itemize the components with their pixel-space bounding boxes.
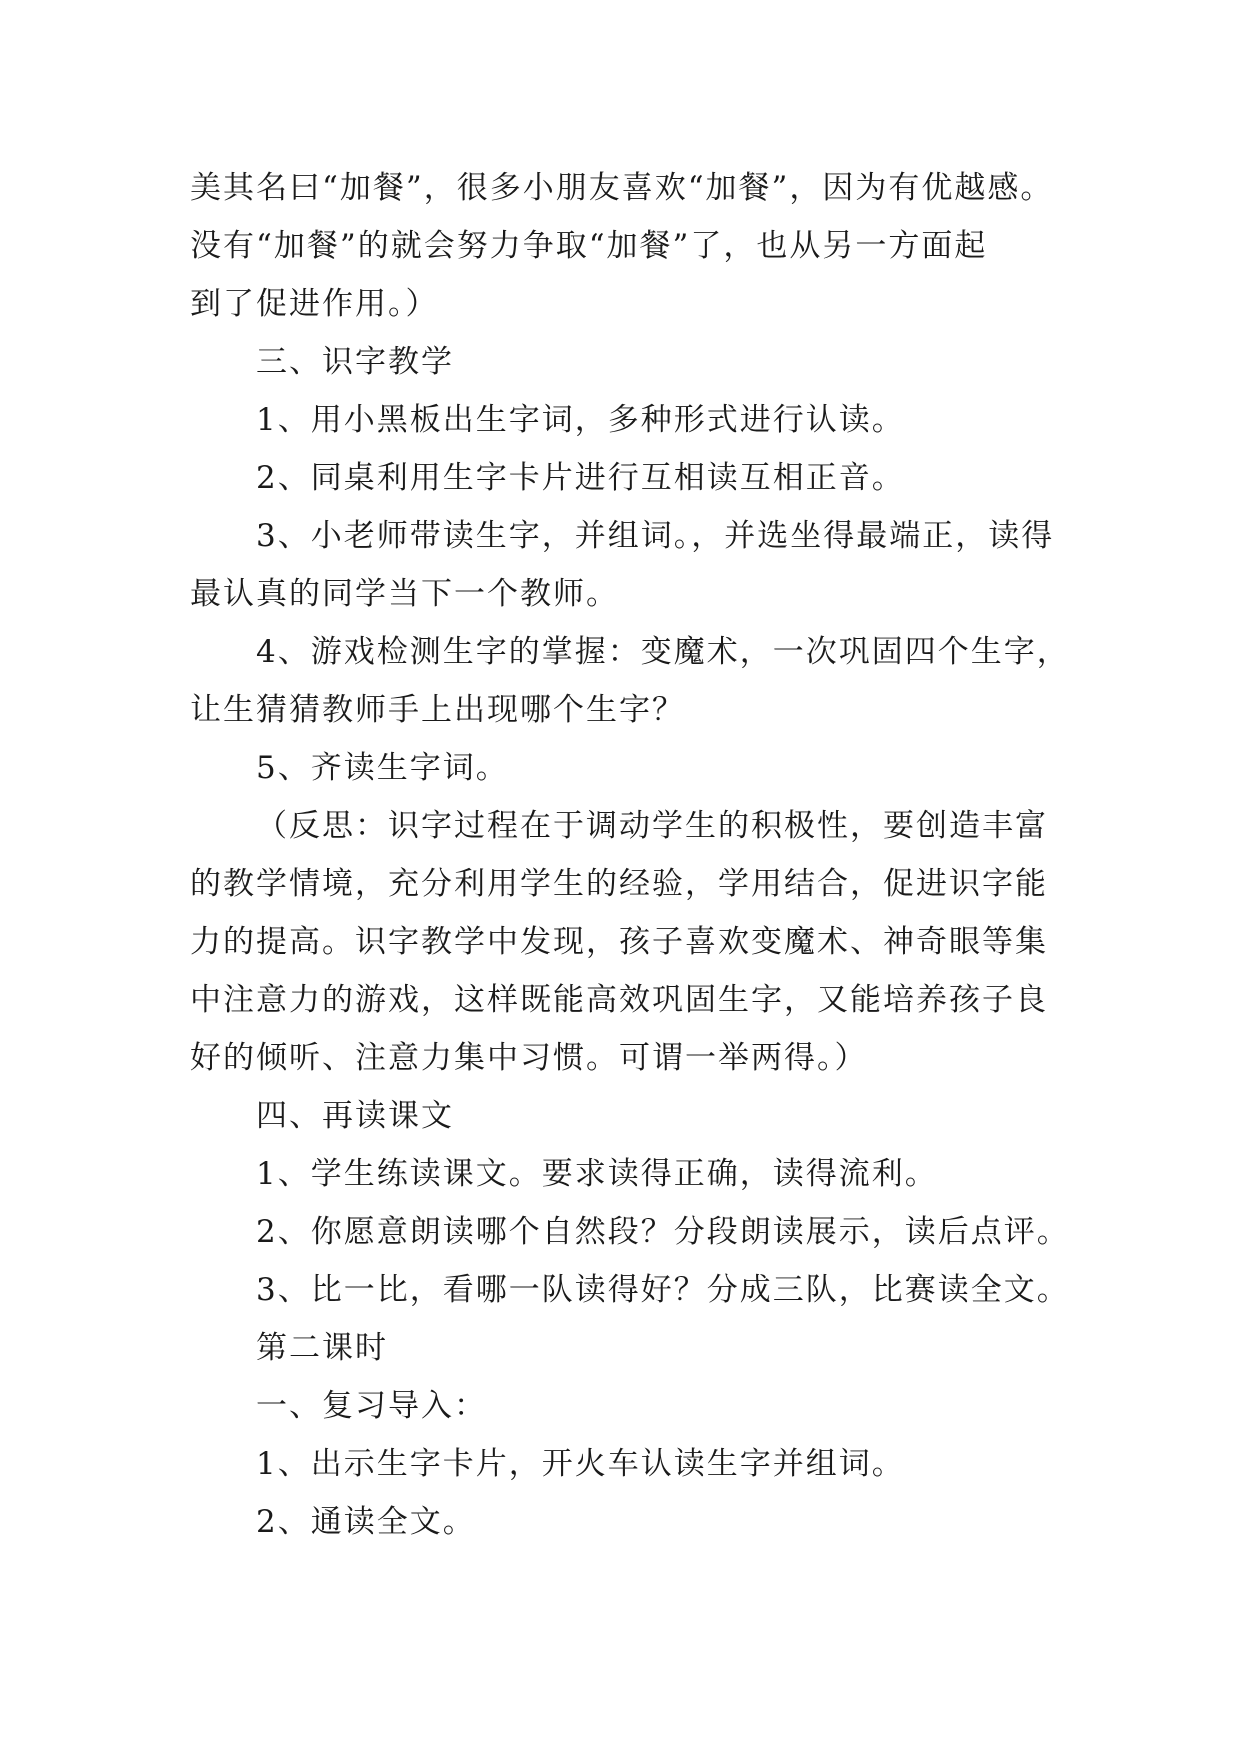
paragraph-line: 让生猜猜教师手上出现哪个生字？ (190, 692, 685, 728)
paragraph-line: 没有“加餐”的就会努力争取“加餐”了，也从另一方面起 (190, 228, 988, 264)
paragraph-line: 力的提高。识字教学中发现，孩子喜欢变魔术、神奇眼等集 (190, 924, 1048, 960)
list-item: 2、同桌利用生字卡片进行互相读互相正音。 (256, 460, 905, 496)
paragraph-line: 好的倾听、注意力集中习惯。可谓一举两得。） (190, 1040, 868, 1076)
paragraph-line: 到了促进作用。） (190, 286, 439, 322)
paragraph-line: 最认真的同学当下一个教师。 (190, 576, 619, 612)
section-heading: 四、再读课文 (256, 1098, 454, 1134)
paragraph-line: 中注意力的游戏，这样既能高效巩固生字，又能培养孩子良 (190, 982, 1048, 1018)
section-heading: 三、识字教学 (256, 344, 454, 380)
paragraph-line: 美其名曰“加餐”，很多小朋友喜欢“加餐”，因为有优越感。 (190, 170, 1054, 206)
list-item: 3、小老师带读生字，并组词。，并选坐得最端正，读得 (256, 518, 1055, 554)
list-item: 1、用小黑板出生字词，多种形式进行认读。 (256, 402, 905, 438)
section-heading: 一、复习导入： (256, 1388, 487, 1424)
reflection-line: （反思：识字过程在于调动学生的积极性，要创造丰富 (256, 808, 1048, 844)
paragraph-line: 的教学情境，充分利用学生的经验，学用结合，促进识字能 (190, 866, 1048, 902)
list-item: 2、你愿意朗读哪个自然段？分段朗读展示，读后点评。 (256, 1214, 1070, 1250)
list-item: 4、游戏检测生字的掌握：变魔术，一次巩固四个生字， (256, 634, 1070, 670)
list-item: 5、齐读生字词。 (256, 750, 509, 786)
lesson-heading: 第二课时 (256, 1330, 388, 1366)
list-item: 1、出示生字卡片，开火车认读生字并组词。 (256, 1446, 905, 1482)
list-item: 1、学生练读课文。要求读得正确，读得流利。 (256, 1156, 938, 1192)
document-body (190, 159, 1070, 1551)
list-item: 2、通读全文。 (256, 1504, 476, 1540)
list-item: 3、比一比，看哪一队读得好？分成三队，比赛读全文。 (256, 1272, 1070, 1308)
